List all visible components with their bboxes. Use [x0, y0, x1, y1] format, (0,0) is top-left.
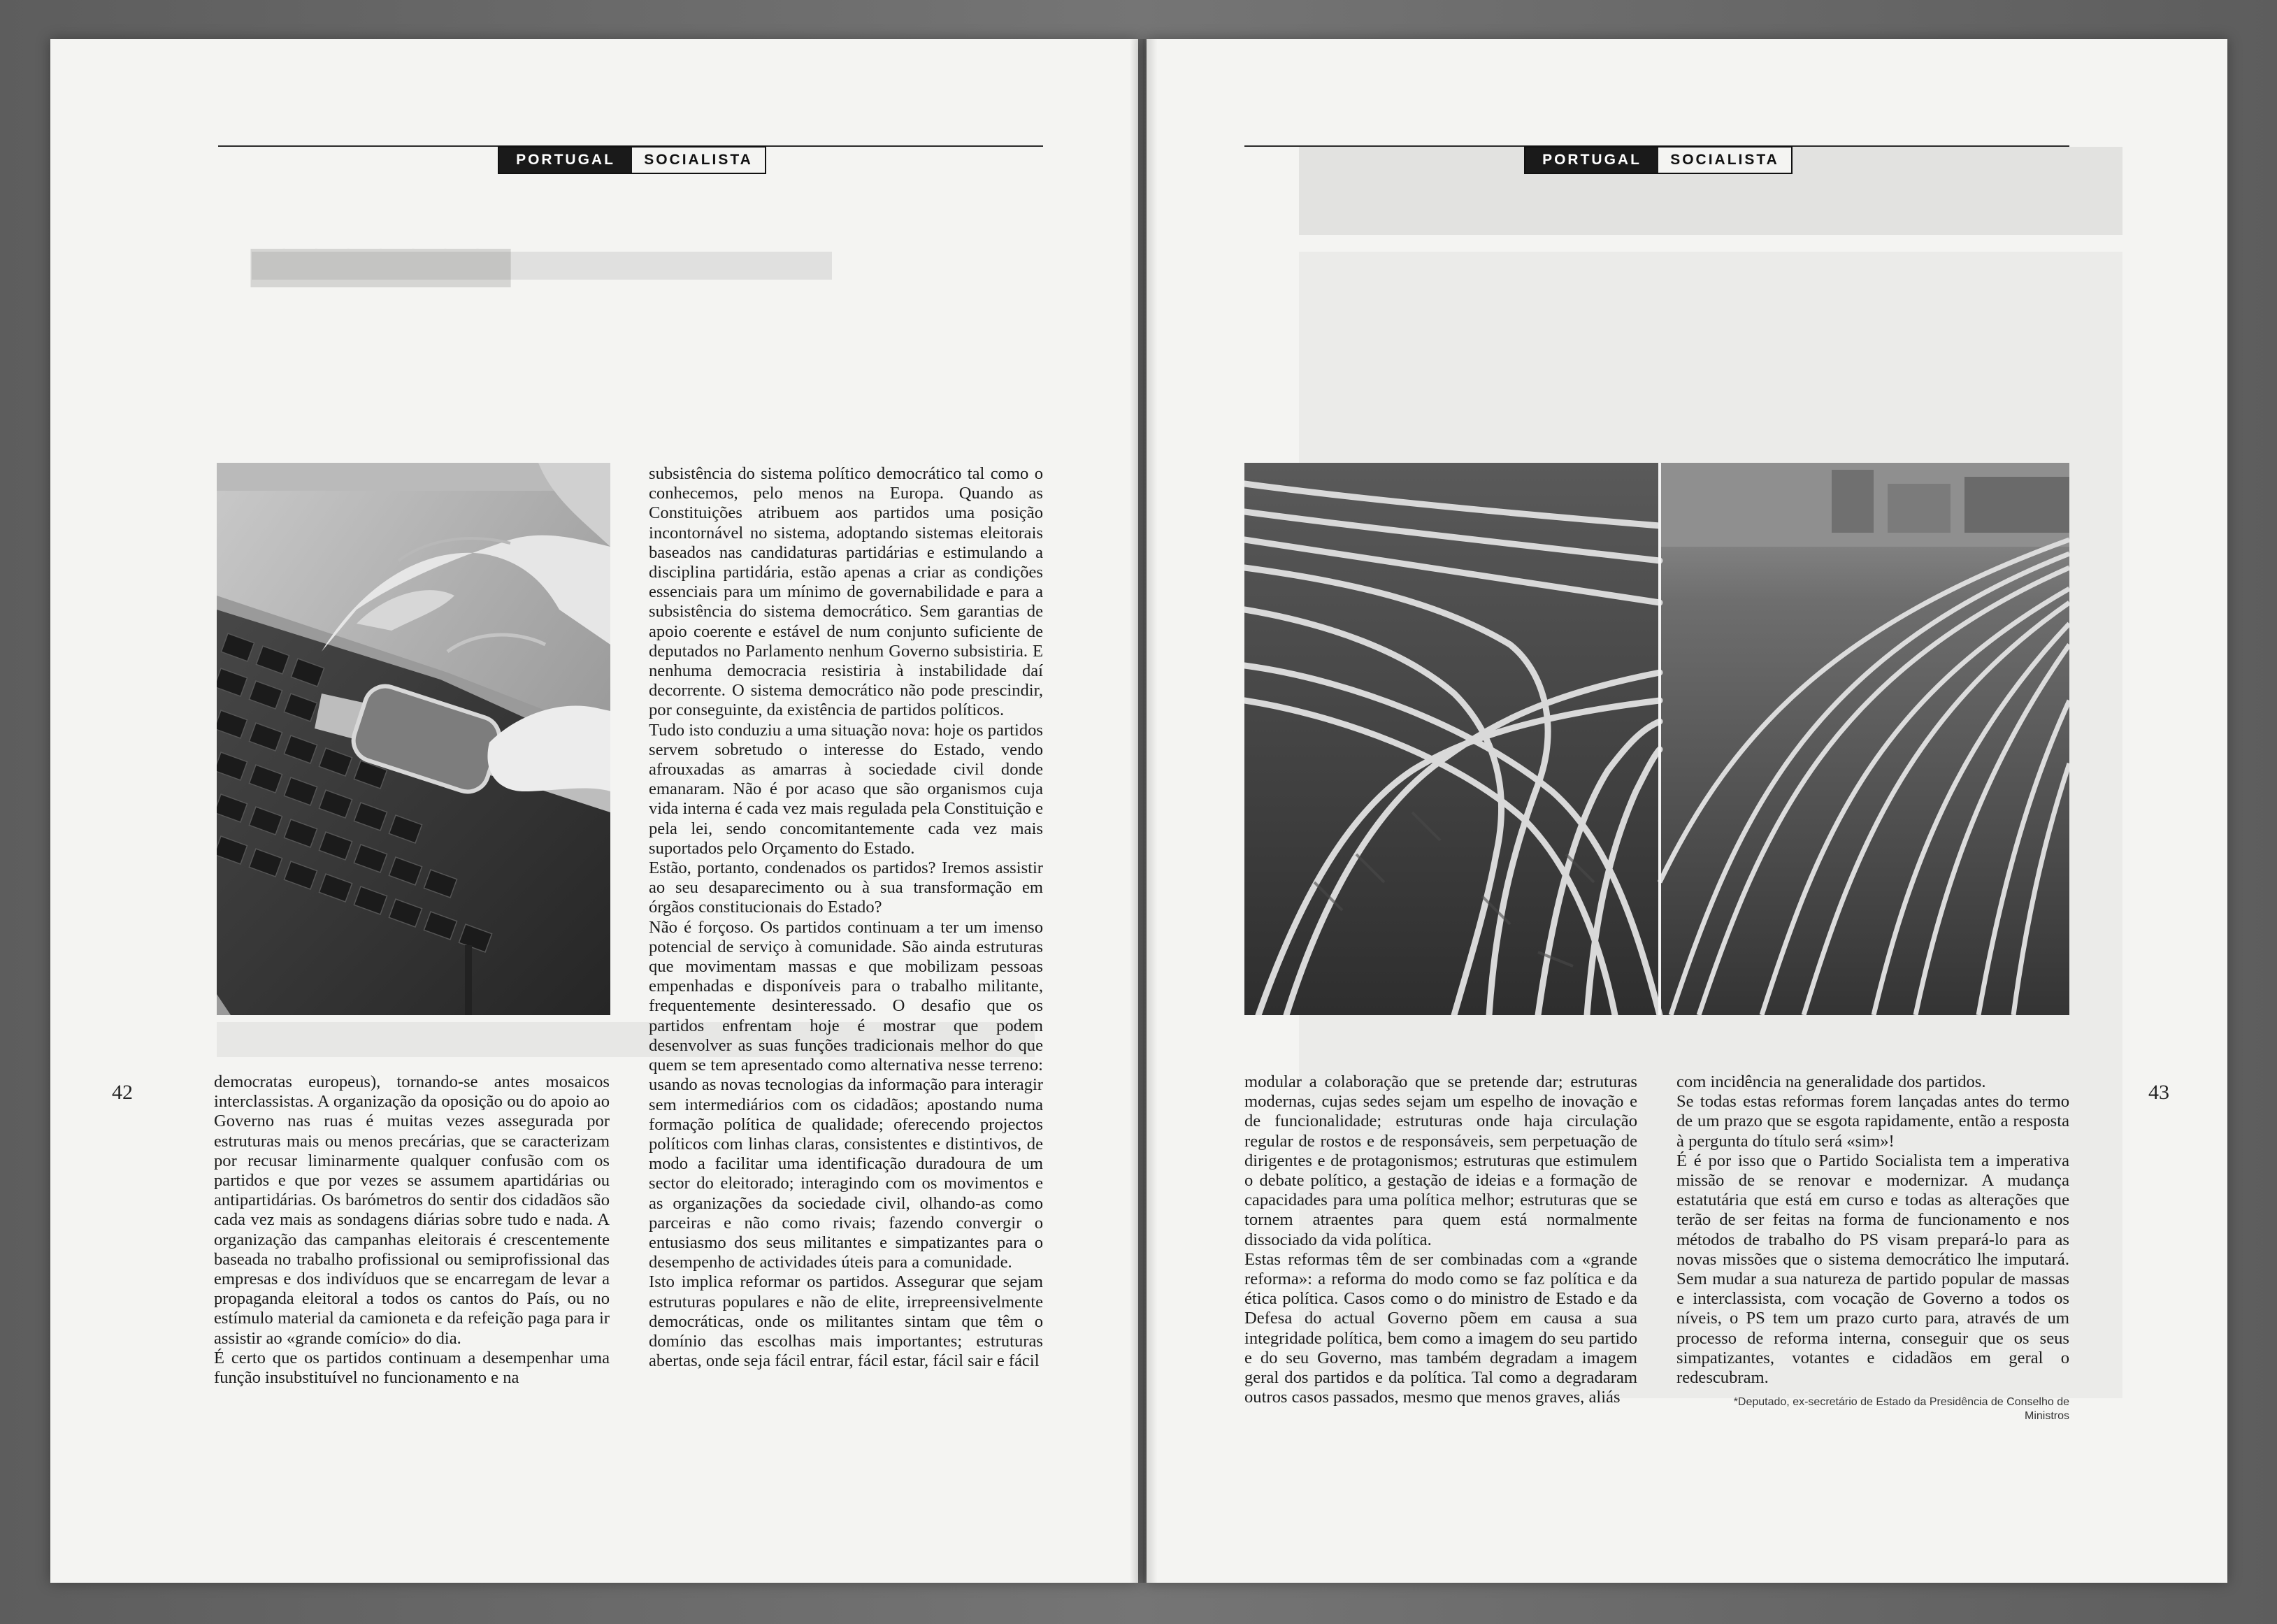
paragraph: Se todas estas reformas forem lançadas antes do termo de um prazo que se esgota rapidamente, então a resposta à pergunta do título será «sim»!	[1676, 1092, 2069, 1151]
laptop-hands-photo	[217, 463, 610, 1015]
railway-tracks-photo	[1244, 463, 2069, 1015]
paragraph: Estão, portanto, condenados os partidos? Iremos assistir ao seu desaparecimento ou à sua transformação em órgãos constitucionais do Estado?	[649, 858, 1043, 917]
masthead-portugal: PORTUGAL	[1525, 148, 1658, 173]
page-number-left: 42	[112, 1081, 133, 1104]
paragraph: Estas reformas têm de ser combinadas com a «grande reforma»: a reforma do modo como se faz política e da ética política. Casos como o do ministro de Estado e da Defesa do actual Governo põem em causa a sua integridade política, bem como a imagem do seu partido e do seu Governo, mas também degradam a imagem geral dos partidos e da política. Tal como a degradaram outros casos passados, mesmo que menos graves, aliás	[1244, 1249, 1637, 1407]
masthead-left	[498, 146, 766, 174]
paragraph: É certo que os partidos continuam a desempenhar uma função insubstituível no funcionamento e na	[214, 1348, 610, 1388]
book-gutter	[1130, 39, 1158, 1583]
masthead-socialista: SOCIALISTA	[1658, 148, 1791, 173]
paragraph: Tudo isto conduziu a uma situação nova: hoje os partidos servem sobretudo o interesse do Estado, vendo afrouxadas as amarras à sociedade civil donde emanaram. Não é por acaso que são organismos cuja vida interna é cada vez mais regulada pela Constituição e pela lei, sendo concomitantemente cada vez mais suportados pelo Orçamento do Estado.	[649, 720, 1043, 858]
left-column-1	[214, 1072, 610, 1388]
right-column-2	[1676, 1072, 2069, 1388]
paragraph: democratas europeus), tornando-se antes mosaicos interclassistas. A organização da oposição ou do apoio ao Governo nas ruas é muitas vezes assegurada por estruturas mais ou menos precárias, que se caracterizam por recusar liminarmente qualquer confusão com os partidos e que por vezes se assumem apartidárias ou antipartidárias. Os barómetros do sentir dos cidadãos são cada vez mais as sondagens diárias sobre tudo e nada. A organização das campanhas eleitorais é crescentemente baseada no trabalho profissional ou semiprofissional das empresas e dos indivíduos que se encarregam de levar a propaganda eleitoral a todos os cantos do País, ou no estímulo material da camioneta e da refeição paga para ir assistir ao «grande comício» do dia.	[214, 1072, 610, 1348]
right-column-1	[1244, 1072, 1637, 1407]
paragraph: Não é forçoso. Os partidos continuam a ter um imenso potencial de serviço à comunidade. São ainda estruturas que movimentam massas e que mobilizam pessoas empenhadas e disponíveis para o trabalho militante, frequentemente desinteressado. O desafio que os partidos enfrentam hoje é mostrar que podem desenvolver as suas funções tradicionais melhor do que quem se tem apresentado como alternativa nesse terreno: usando as novas tecnologias da informação para interagir sem intermediários com os cidadãos; apostando numa formação política de qualidade; oferecendo projectos políticos com linhas claras, consistentes e distintivos, de modo a facilitar uma identificação duradoura de um sector do eleitorado; interagindo com os movimentos e as organizações da sociedade civil, olhando-as como parceiras e não como rivais; fazendo convergir o entusiasmo dos seus militantes e simpatizantes para o desempenho de actividades úteis para a comunidade.	[649, 917, 1043, 1272]
show-through-text: ▆▆▆▆▆▆▆▆	[252, 238, 510, 285]
masthead-socialista: SOCIALISTA	[632, 148, 765, 173]
page-number-right: 43	[2148, 1081, 2169, 1104]
paragraph: subsistência do sistema político democrático tal como o conhecemos, pelo menos na Europa. Quando as Constituições atribuem aos partidos uma posição incontornável no sistema, adoptando sistemas eleitorais baseados nas candidaturas partidárias e estimulando a disciplina partidária, estão apenas a criar as condições essenciais para um mínimo de governabilidade e para a subsistência do sistema democrático. Sem garantias de apoio coerente e estável de num conjunto suficiente de deputados no Parlamento nenhum Governo subsistiria. E nenhuma democracia resistiria à instabilidade daí decorrente. O sistema democrático não pode prescindir, por conseguinte, da existência de partidos políticos.	[649, 464, 1043, 720]
show-through-block	[252, 252, 832, 280]
masthead-right	[1524, 146, 1793, 174]
masthead-portugal: PORTUGAL	[499, 148, 632, 173]
paragraph: Isto implica reformar os partidos. Assegurar que sejam estruturas populares e não de elite, irrepreensivelmente democráticas, onde os militantes sintam que têm o domínio das escolhas mais importantes; estruturas abertas, onde seja fácil entrar, fácil estar, fácil sair e fácil	[649, 1272, 1043, 1371]
paragraph: com incidência na generalidade dos partidos.	[1676, 1072, 1986, 1091]
left-column-2	[649, 464, 1043, 1371]
paragraph: É é por isso que o Partido Socialista tem a imperativa missão de se renovar e modernizar. A mudança estatutária que está em curso e todas as alterações que terão de ser feitas na forma de funcionamento e nos métodos de trabalho do PS visam prepará-lo para as novas missões que o sistema democrático lhe imputará. Sem mudar a sua natureza de partido popular de massas e interclassista, com vocação de Governo a todos os níveis, o PS tem um prazo curto para, através de um processo de reforma interna, conseguir que os seus simpatizantes, votantes e cidadãos em geral o redescubram.	[1676, 1151, 2069, 1388]
author-footnote: *Deputado, ex-secretário de Estado da Presidência de Conselho de Ministros	[1733, 1396, 2069, 1422]
paragraph: modular a colaboração que se pretende dar; estruturas modernas, cujas sedes sejam um espelho de inovação e de funcionalidade; estruturas onde haja circulação regular de rostos e de responsáveis, sem perpetuação de dirigentes e de protagonismos; estruturas que estimulem o debate político, a gestação de ideias e a formação de capacidades para uma política melhor; estruturas que se tornem atraentes para quem está normalmente dissociado da vida política.	[1244, 1072, 1637, 1249]
